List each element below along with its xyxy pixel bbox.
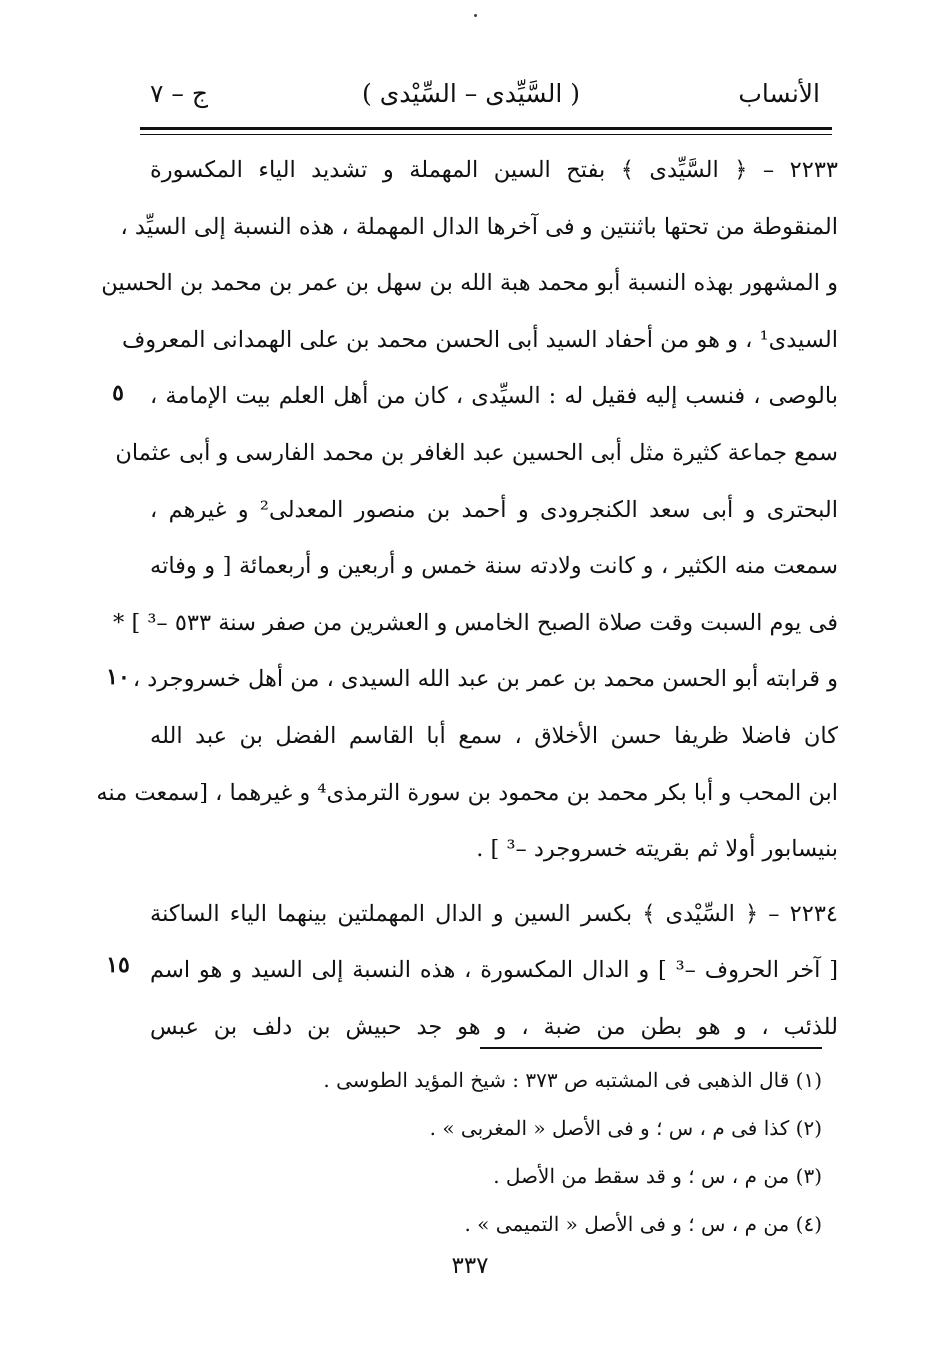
text-line: ٢٢٣٤ – ﴿ السِّيْدى ﴾ بكسر السين و الدال المهملتين بينهما الياء الساكنة: [150, 900, 838, 927]
running-header: [140, 76, 830, 116]
text-line: ٢٢٣٣ – ﴿ السَّيِّدى ﴾ بفتح السين المهملة و تشديد الياء المكسورة: [150, 157, 838, 183]
page-number: ٣٣٧: [451, 1253, 489, 1279]
header-book-title: الأنساب: [738, 79, 820, 108]
footnotes: [200, 1058, 822, 1250]
stray-dot: [474, 14, 477, 17]
footnote: (١) قال الذهبى فى المشتبه ص ٣٧٣ : شيخ المؤيد الطوسى .: [323, 1068, 822, 1092]
footnote: (٤) من م ، س ؛ و فى الأصل « التميمى » .: [464, 1212, 822, 1236]
text-line: سمع جماعة كثيرة مثل أبى الحسين عبد الغافر بن محمد الفارسى و أبى عثمان: [115, 439, 838, 466]
text-line: [ آخر الحروف –³ ] و الدال المكسورة ، هذه النسبة إلى السيد و هو اسم: [150, 957, 838, 984]
footnote-separator: [480, 1047, 822, 1049]
text-line: سمعت منه الكثير ، و كانت ولادته سنة خمس و أربعين و أربعمائة [ و وفاته: [150, 553, 838, 580]
text-line: و المشهور بهذه النسبة أبو محمد هبة الله بن سهل بن عمر بن محمد بن الحسين: [101, 270, 838, 297]
text-line: و قرابته أبو الحسن محمد بن عمر بن عبد الله السيدى ، من أهل خسروجرد ،: [132, 666, 838, 693]
header-rule-thin: [140, 134, 832, 135]
text-line: السيدى¹ ، و هو من أحفاد السيد أبى الحسن محمد بن على الهمدانى المعروف: [121, 326, 838, 353]
text-line: فى يوم السبت وقت صلاة الصبح الخامس و العشرين من صفر سنة ٥٣٣ –³ ] *: [113, 609, 838, 636]
text-line: ابن المحب و أبا بكر محمد بن محمود بن سورة الترمذى⁴ و غيرهما ، [سمعت منه: [96, 779, 838, 806]
margin-line-number-10: ١٠: [106, 664, 130, 690]
header-entry-range: ( السَّيِّدى – السِّيْدى ): [362, 79, 580, 108]
header-volume: ج – ٧: [150, 79, 208, 108]
text-line: البحترى و أبى سعد الكنجرودى و أحمد بن منصور المعدلى² و غيرهم ،: [150, 496, 838, 523]
entry-gap: [150, 878, 838, 886]
margin-line-number-15: ١٥: [106, 952, 130, 978]
text-line: كان فاضلا ظريفا حسن الأخلاق ، سمع أبا القاسم الفضل بن عبد الله: [150, 722, 838, 749]
header-rule-thick: [140, 127, 832, 130]
text-line: بنيسابور أولا ثم بقريته خسروجرد –³ ] .: [476, 836, 838, 863]
margin-line-number-5: ٥: [112, 380, 124, 406]
text-line: للذئب ، و هو بطن من ضبة ، و هو جد حبيش بن دلف بن عبس: [150, 1013, 838, 1040]
footnote: (٢) كذا فى م ، س ؛ و فى الأصل « المغربى » .: [429, 1116, 822, 1140]
text-line: بالوصى ، فنسب إليه فقيل له : السيِّدى ، كان من أهل العلم بيت الإمامة ،: [150, 383, 838, 410]
footnote: (٣) من م ، س ؛ و قد سقط من الأصل .: [493, 1164, 822, 1188]
text-line: المنقوطة من تحتها باثنتين و فى آخرها الدال المهملة ، هذه النسبة إلى السيِّد ،: [120, 213, 838, 240]
